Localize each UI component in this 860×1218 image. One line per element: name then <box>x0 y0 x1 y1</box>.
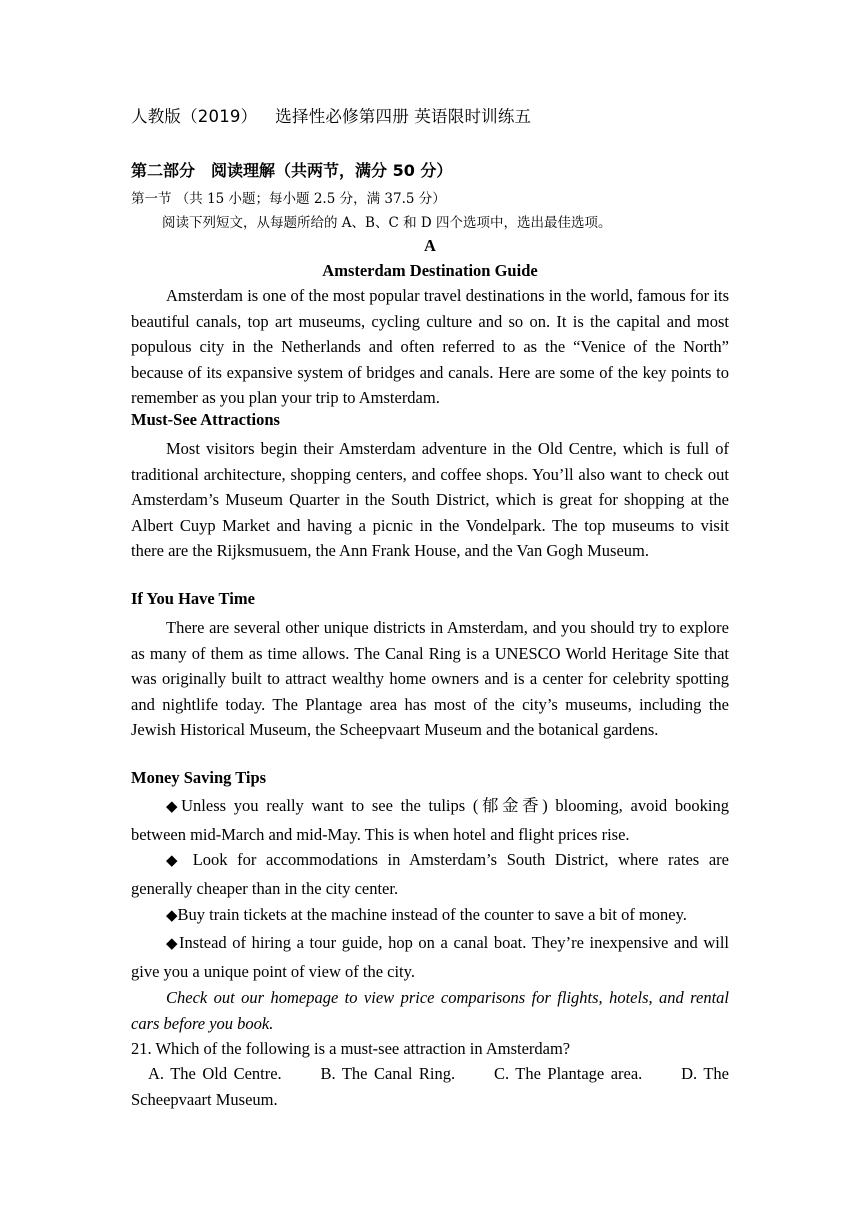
bullet-diamond-icon: ◆ <box>166 934 180 952</box>
passage-letter: A <box>424 236 436 255</box>
tip-text: Instead of hiring a tour guide, hop on a canal boat. They’re inexpensive and will give you a unique point of view of the city. <box>131 933 729 981</box>
option-a[interactable]: A. The Old Centre. <box>148 1064 282 1083</box>
part-heading <box>131 158 729 181</box>
bullet-diamond-icon: ◆ <box>166 906 178 924</box>
section-body-if-time: There are several other unique districts in Amsterdam, and you should try to explore as many of them as time allows. The Canal Ring is a UNESCO World Heritage Site that was originally built to attract wealthy home owners and is a center for celebrity spotting and nightlife today. The Plantage area has most of the city’s museums, including the Jewish Historical Museum, the Scheepvaart Museum and the botanical gardens. <box>131 618 729 739</box>
option-c[interactable]: C. The Plantage area. <box>493 1064 643 1083</box>
passage-intro: Amsterdam is one of the most popular travel destinations in the world, famous for its beautiful canals, top art museums, cycling culture and so on. It is the capital and most populous city in the Netherlands and often referred to as the “Venice of the North” because of its expansive system of bridges and canals. Here are some of the key points to remember as you plan your trip to Amsterdam. <box>131 286 729 407</box>
section-body-must-see: Most visitors begin their Amsterdam adventure in the Old Centre, which is full of traditional architecture, shopping centers, and coffee shops. You’ll also want to check out Amsterdam’s Museum Quarter in the South District, which is great for shopping at the Albert Cuyp Market and having a picnic in the Vondelpark. The top museums to visit there are the Rijksmusuem, the Ann Frank House, and the Van Gogh Museum. <box>131 439 729 560</box>
tip-item <box>131 901 729 930</box>
tip-item <box>131 929 729 985</box>
section-label: 第一节 （共 15 小题；每小题 2.5 分，满 37.5 分） <box>131 191 446 207</box>
section-heading-money-tips: Money Saving Tips <box>131 768 267 787</box>
passage-title: Amsterdam Destination Guide <box>322 261 538 280</box>
part-name: 阅读理解（共两节，满分 50 分） <box>211 161 453 180</box>
section-heading-if-time: If You Have Time <box>131 589 255 608</box>
title-edition: 人教版（2019） <box>131 107 258 126</box>
question-options <box>131 1061 729 1112</box>
passage-closing: Check out our homepage to view price comparisons for flights, hotels, and rental cars before you book. <box>131 988 729 1033</box>
tip-item <box>131 792 729 848</box>
tip-item <box>131 846 729 902</box>
tip-text: Unless you really want to see the tulips (郁金香) blooming, avoid booking between mid-March and mid-May. This is when hotel and flight prices rise. <box>131 796 729 844</box>
section-instruction: 阅读下列短文，从每题所给的 A、B、C 和 D 四个选项中，选出最佳选项。 <box>162 215 612 231</box>
document-title <box>131 103 729 127</box>
section-heading-must-see: Must-See Attractions <box>131 410 280 429</box>
option-b[interactable]: B. The Canal Ring. <box>320 1064 456 1083</box>
tip-text: Look for accommodations in Amsterdam’s South District, where rates are generally cheaper than in the city center. <box>131 850 729 898</box>
title-name: 选择性必修第四册 英语限时训练五 <box>275 107 532 126</box>
tip-text: Buy train tickets at the machine instead of the counter to save a bit of money. <box>177 905 687 924</box>
question-text: 21. Which of the following is a must-see attraction in Amsterdam? <box>131 1039 571 1058</box>
bullet-diamond-icon: ◆ <box>166 797 182 815</box>
part-label: 第二部分 <box>131 161 196 180</box>
bullet-diamond-icon: ◆ <box>166 851 184 869</box>
option-d[interactable]: D. The Scheepvaart Museum. <box>131 1064 729 1109</box>
